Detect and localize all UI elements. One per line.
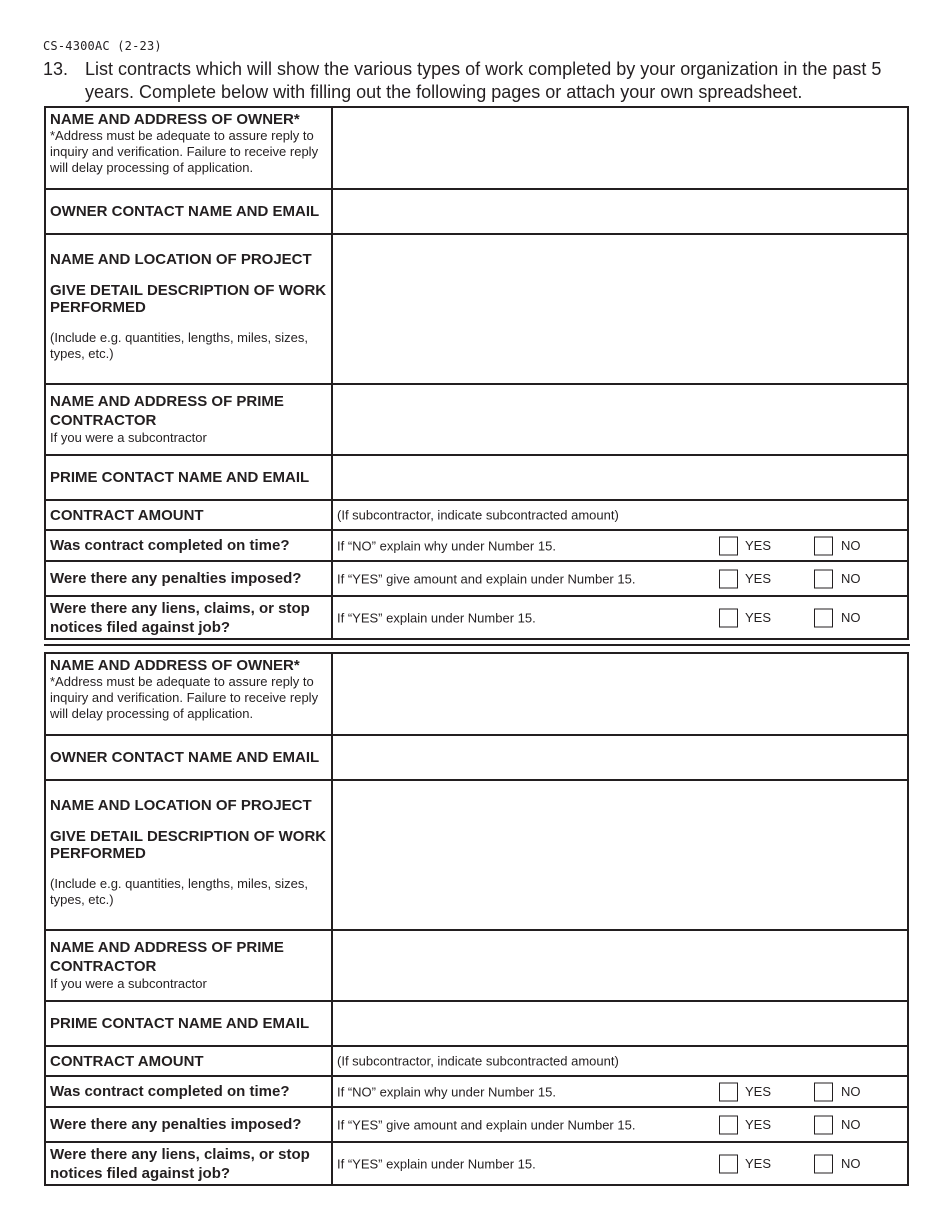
on-time-note: If “NO” explain why under Number 15. — [337, 538, 556, 553]
prime-title: NAME AND ADDRESS OF PRIME CONTRACTOR — [50, 939, 284, 975]
owner-row — [46, 654, 907, 734]
owner-contact-row — [46, 734, 907, 779]
prime-field[interactable] — [333, 931, 907, 1000]
liens-question: Were there any liens, claims, or stop notices filed against job? — [50, 599, 310, 636]
instruction — [43, 58, 923, 104]
liens-note: If “YES” explain under Number 15. — [337, 1156, 536, 1171]
on-time-field — [333, 531, 907, 560]
amount-title: CONTRACT AMOUNT — [50, 1052, 204, 1070]
liens-no-checkbox[interactable] — [814, 608, 833, 627]
on-time-row — [46, 529, 907, 560]
contract-block-2 — [44, 652, 909, 1186]
liens-question: Were there any liens, claims, or stop notices filed against job? — [50, 1145, 310, 1182]
liens-no-label: NO — [841, 1155, 861, 1171]
work-desc-title: GIVE DETAIL DESCRIPTION OF WORK PERFORMED — [50, 282, 327, 316]
prime-contact-title: PRIME CONTACT NAME AND EMAIL — [50, 469, 310, 486]
amount-label — [46, 501, 333, 529]
owner-title: NAME AND ADDRESS OF OWNER* — [50, 657, 300, 674]
project-name-title: NAME AND LOCATION OF PROJECT — [50, 251, 312, 268]
on-time-row — [46, 1075, 907, 1106]
project-name-title: NAME AND LOCATION OF PROJECT — [50, 797, 312, 814]
project-row — [46, 233, 907, 383]
penalties-field — [333, 562, 907, 595]
penalties-yes-checkbox[interactable] — [719, 1115, 738, 1134]
instruction-text: List contracts which will show the various types of work completed by your organization in the past 5 years. Complete below with filling out the following pages or attach your own spreadsheet. — [85, 59, 882, 102]
prime-label — [46, 931, 333, 1000]
owner-label — [46, 108, 333, 188]
on-time-no-label: NO — [841, 1083, 861, 1099]
owner-contact-field[interactable] — [333, 736, 907, 779]
prime-contact-label — [46, 1002, 333, 1045]
on-time-field — [333, 1077, 907, 1106]
item-number: 13. — [43, 59, 69, 79]
liens-label — [46, 597, 333, 638]
project-row — [46, 779, 907, 929]
prime-row — [46, 929, 907, 1000]
owner-row — [46, 108, 907, 188]
penalties-no-checkbox[interactable] — [814, 1115, 833, 1134]
liens-yes-label: YES — [745, 1155, 772, 1171]
on-time-yes-label: YES — [745, 537, 772, 553]
owner-field[interactable] — [333, 654, 907, 734]
owner-note: *Address must be adequate to assure reply to inquiry and verification. Failure to receive reply will delay processing of application. — [50, 128, 319, 175]
prime-contact-field[interactable] — [333, 1002, 907, 1045]
owner-label — [46, 654, 333, 734]
liens-row — [46, 1141, 907, 1184]
prime-contact-row — [46, 454, 907, 499]
penalties-question: Were there any penalties imposed? — [50, 1116, 302, 1133]
prime-contact-field[interactable] — [333, 456, 907, 499]
project-field[interactable] — [333, 781, 907, 929]
on-time-no-checkbox[interactable] — [814, 536, 833, 555]
work-desc-title: GIVE DETAIL DESCRIPTION OF WORK PERFORMED — [50, 828, 327, 862]
liens-no-checkbox[interactable] — [814, 1154, 833, 1173]
block-divider — [44, 644, 910, 646]
liens-yes-checkbox[interactable] — [719, 608, 738, 627]
amount-field[interactable] — [333, 1047, 907, 1075]
project-field[interactable] — [333, 235, 907, 383]
penalties-note: If “YES” give amount and explain under Number 15. — [337, 571, 636, 586]
penalties-field — [333, 1108, 907, 1141]
prime-note: If you were a subcontractor — [50, 430, 207, 445]
owner-contact-row — [46, 188, 907, 233]
penalties-label — [46, 1108, 333, 1141]
prime-note: If you were a subcontractor — [50, 976, 207, 991]
penalties-no-label: NO — [841, 570, 861, 586]
amount-note: (If subcontractor, indicate subcontracted amount) — [337, 507, 619, 523]
on-time-yes-label: YES — [745, 1083, 772, 1099]
owner-contact-label — [46, 190, 333, 233]
project-label — [46, 235, 333, 383]
prime-contact-label — [46, 456, 333, 499]
form-code: CS-4300AC (2-23) — [43, 39, 162, 53]
liens-no-label: NO — [841, 609, 861, 625]
work-note: (Include e.g. quantities, lengths, miles, sizes, types, etc.) — [50, 330, 308, 361]
liens-row — [46, 595, 907, 638]
contract-block-1 — [44, 106, 909, 640]
penalties-label — [46, 562, 333, 595]
liens-yes-checkbox[interactable] — [719, 1154, 738, 1173]
on-time-question: Was contract completed on time? — [50, 1083, 290, 1100]
on-time-question: Was contract completed on time? — [50, 537, 290, 554]
prime-contact-title: PRIME CONTACT NAME AND EMAIL — [50, 1015, 310, 1032]
penalties-row — [46, 560, 907, 595]
penalties-yes-checkbox[interactable] — [719, 569, 738, 588]
liens-label — [46, 1143, 333, 1184]
penalties-question: Were there any penalties imposed? — [50, 570, 302, 587]
penalties-no-checkbox[interactable] — [814, 569, 833, 588]
on-time-yes-checkbox[interactable] — [719, 1082, 738, 1101]
liens-note: If “YES” explain under Number 15. — [337, 610, 536, 625]
penalties-yes-label: YES — [745, 1116, 772, 1132]
on-time-yes-checkbox[interactable] — [719, 536, 738, 555]
penalties-no-label: NO — [841, 1116, 861, 1132]
owner-title: NAME AND ADDRESS OF OWNER* — [50, 111, 300, 128]
on-time-note: If “NO” explain why under Number 15. — [337, 1084, 556, 1099]
owner-contact-field[interactable] — [333, 190, 907, 233]
owner-contact-label — [46, 736, 333, 779]
on-time-no-label: NO — [841, 537, 861, 553]
owner-field[interactable] — [333, 108, 907, 188]
liens-field — [333, 597, 907, 638]
amount-row — [46, 499, 907, 529]
amount-field[interactable] — [333, 501, 907, 529]
penalties-note: If “YES” give amount and explain under Number 15. — [337, 1117, 636, 1132]
amount-row — [46, 1045, 907, 1075]
owner-contact-title: OWNER CONTACT NAME AND EMAIL — [50, 749, 320, 766]
project-label — [46, 781, 333, 929]
liens-yes-label: YES — [745, 609, 772, 625]
penalties-row — [46, 1106, 907, 1141]
on-time-label — [46, 1077, 333, 1106]
owner-contact-title: OWNER CONTACT NAME AND EMAIL — [50, 203, 320, 220]
prime-row — [46, 383, 907, 454]
owner-note: *Address must be adequate to assure reply to inquiry and verification. Failure to receive reply will delay processing of application. — [50, 674, 319, 721]
amount-note: (If subcontractor, indicate subcontracted amount) — [337, 1053, 619, 1069]
work-note: (Include e.g. quantities, lengths, miles, sizes, types, etc.) — [50, 876, 308, 907]
amount-title: CONTRACT AMOUNT — [50, 506, 204, 524]
prime-title: NAME AND ADDRESS OF PRIME CONTRACTOR — [50, 393, 284, 429]
on-time-label — [46, 531, 333, 560]
liens-field — [333, 1143, 907, 1184]
on-time-no-checkbox[interactable] — [814, 1082, 833, 1101]
amount-label — [46, 1047, 333, 1075]
prime-contact-row — [46, 1000, 907, 1045]
penalties-yes-label: YES — [745, 570, 772, 586]
prime-field[interactable] — [333, 385, 907, 454]
prime-label — [46, 385, 333, 454]
